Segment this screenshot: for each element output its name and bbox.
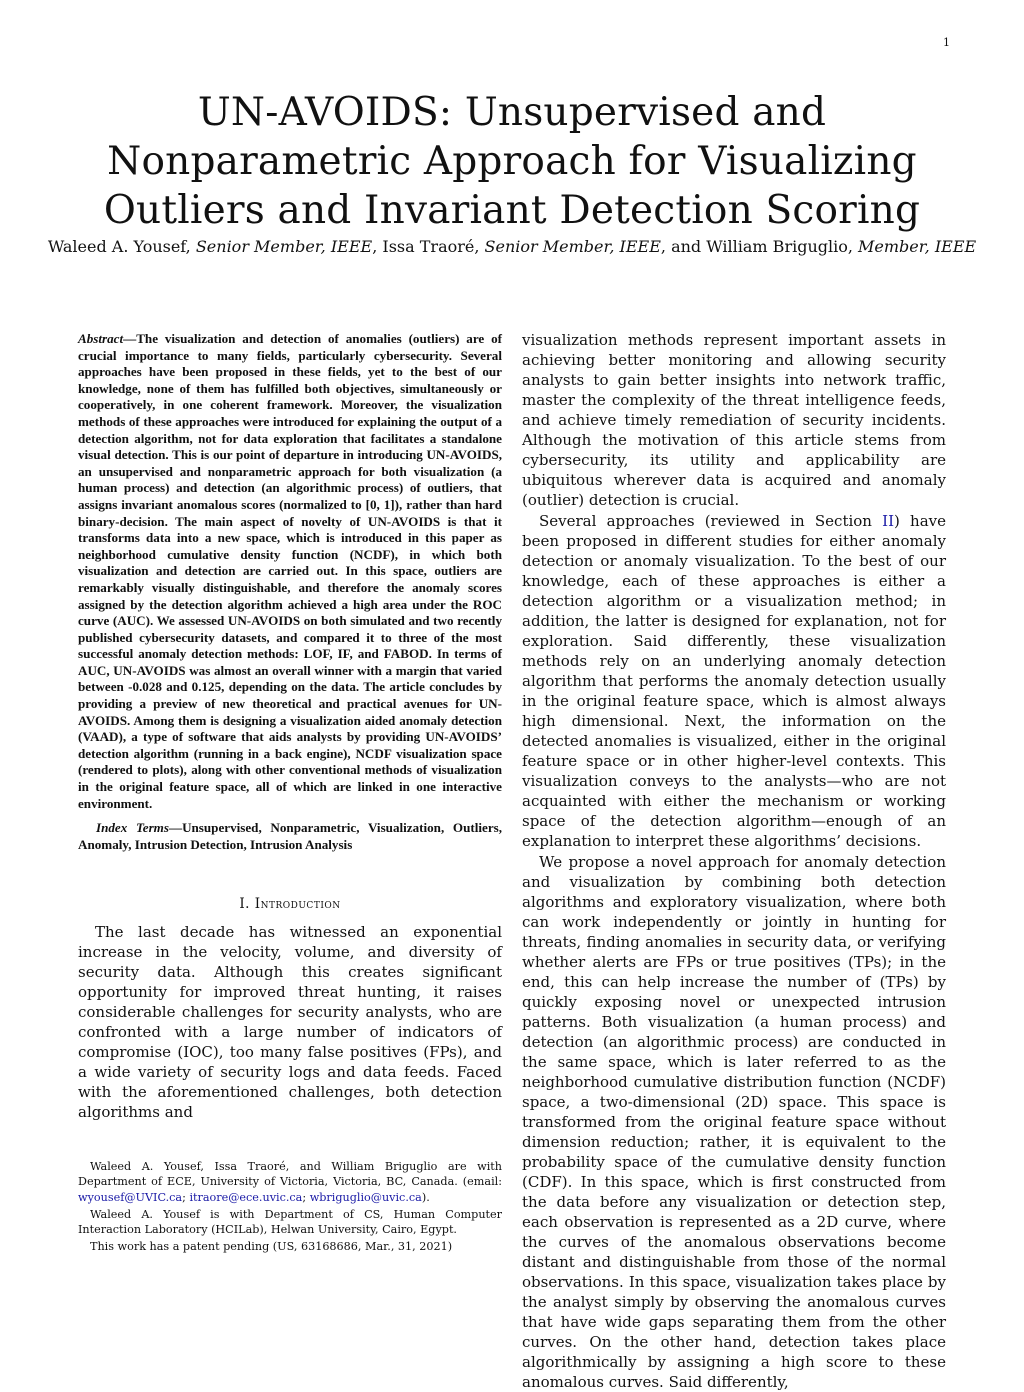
index-terms-label: Index Terms [96, 820, 169, 836]
abstract-label: Abstract [78, 331, 124, 346]
left-column [78, 331, 502, 1122]
intro-paragraph-1: The last decade has witnessed an exponential increase in the velocity, volume, and diversity of security data. Although this creates significant opportunity for improved threat hunting, it raises considerable challenges for security analysts, who are confronted with a large number of indicators of compromise (IOC), too many false positives (FPs), and a wide variety of security logs and data feeds. Faced with the aforementioned challenges, both detection algorithms and [78, 923, 502, 1122]
footnote-helwan: Waleed A. Yousef is with Department of CS, Human Computer Interaction Laboratory (HCILab), Helwan University, Cairo, Egypt. [78, 1207, 502, 1237]
p2-text-after: ) have been proposed in different studies for either anomaly detection or anomaly visualization. To the best of our knowledge, each of these approaches is either a detection algorithm or a visualization method; in addition, the latter is designed for explanation, not for exploration. Said differently, these visualization methods rely on an underlying anomaly detection algorithm that performs the anomaly detection usually in the original feature space, which is almost always high dimensional. Next, the information on the detected anomalies is visualized, either in the original feature space or in other higher-level contexts. This visualization conveys to the analysts—who are not acquainted with either the mechanism or working space of the detection algorithm—enough of an explanation to interpret these algorithms’ decisions. [522, 512, 947, 850]
section-title: Introduction [254, 896, 341, 913]
author-2-role: Senior Member, IEEE [484, 237, 661, 256]
section-numeral: I. [239, 896, 255, 913]
email-link-3[interactable]: wbriguglio@uvic.ca [309, 1190, 422, 1204]
abstract [78, 331, 502, 812]
right-paragraph-3: We propose a novel approach for anomaly detection and visualization by combining both detection algorithms and exploratory visualization, where both can work independently or jointly in hunting for threats, finding anomalies in security data, or verifying whether alerts are FPs or true positives (TPs); in the end, this can help increase the number of (TPs) by quickly exposing novel or unexpected intrusion patterns. Both visualization (a human process) and detection (an algorithmic process) are conducted in the same space, which is later referred to as the neighborhood cumulative distribution function (NCDF) space, a two-dimensional (2D) space. This space is transformed from the original feature space without dimension reduction; rather, it is equivalent to the probability space of the cumulative density function (CDF). In this space, which is first constructed from the data before any visualization or detection step, each observation is represented as a 2D curve, where the curves of the anomalous observations become distant and distinguishable from those of the normal observations. In this space, visualization takes place by the analyst simply by observing the anomalous curves that have wide gaps separating them from the other curves. On the other hand, detection takes place algorithmically by assigning a high score to these anomalous curves. Said differently, [522, 853, 946, 1391]
footnote-1-end: ). [421, 1190, 430, 1204]
section-heading-introduction [78, 896, 502, 912]
section-ref-link[interactable]: II [882, 512, 895, 530]
email-link-1[interactable]: wyousef@UVIC.ca [78, 1190, 183, 1204]
author-line [30, 236, 994, 258]
footnote-sep-2: ; [302, 1190, 310, 1204]
author-3-role: Member, IEEE [858, 237, 977, 256]
author-1-name: Waleed A. Yousef, [47, 237, 196, 256]
index-terms [78, 820, 502, 853]
email-link-2[interactable]: itraore@ece.uvic.ca [189, 1190, 303, 1204]
p2-text-before: Several approaches (reviewed in Section [539, 512, 883, 530]
footnote-affiliation [78, 1159, 502, 1205]
footnote-sep-1: ; [182, 1190, 190, 1204]
footnote-patent: This work has a patent pending (US, 63168686, Mar., 31, 2021) [90, 1240, 453, 1254]
author-2-name: , Issa Traoré, [372, 237, 485, 256]
footnote-1-text: Waleed A. Yousef, Issa Traoré, and William Briguglio are with Department of ECE, University of Victoria, Victoria, BC, Canada. (email: [78, 1160, 502, 1189]
abstract-text: —The visualization and detection of anomalies (outliers) are of crucial importance to many fields, particularly cybersecurity. Several approaches have been proposed in these fields, yet to the best of our knowledge, none of them has fulfilled both objectives, simultaneously or cooperatively, in one coherent framework. Moreover, the visualization methods of these approaches were introduced for explaining the output of a detection algorithm, not for data exploration that facilitates a standalone visual detection. This is our point of departure in introducing UN-AVOIDS, an unsupervised and nonparametric approach for both visualization (a human process) and detection (an algorithmic process) of outliers, that assigns invariant anomalous scores (normalized to [0, 1]), rather than hard binary-decision. The main aspect of novelty of UN-AVOIDS is that it transforms data into a new space, which is introduced in this paper as neighborhood cumulative density function (NCDF), in which both visualization and detection are carried out. In this space, outliers are remarkably visually distinguishable, and therefore the anomaly scores assigned by the detection algorithm achieved a high area under the ROC curve (AUC). We assessed UN-AVOIDS on both simulated and two recently published cybersecurity datasets, and compared it to three of the most successful anomaly detection methods: LOF, IF, and FABOD. In terms of AUC, UN-AVOIDS was almost an overall winner with a margin that varied between -0.028 and 0.125, depending on the data. The article concludes by providing a preview of new theoretical and practical avenues for UN-AVOIDS. Among them is designing a visualization aided anomaly detection (VAAD), a type of software that aids analysts by providing UN-AVOIDS’ detection algorithm (running in a back engine), NCDF visualization space (rendered to plots), along with other conventional methods of visualization in the original feature space, all of which are linked in one interactive environment. [78, 331, 502, 811]
right-column [522, 330, 946, 1392]
index-terms-text: —Unsupervised, Nonparametric, Visualization, Outliers, Anomaly, Intrusion Detection, Intrusion Analysis [78, 820, 503, 852]
page-number: 1 [943, 36, 950, 49]
right-paragraph-1: visualization methods represent important assets in achieving better monitoring and allowing security analysts to gain better insights into network traffic, master the complexity of the threat intelligence feeds, and achieve timely remediation of security incidents. Although the motivation of this article stems from cybersecurity, its utility and applicability are ubiquitous wherever data is acquired and anomaly (outlier) detection is crucial. [522, 331, 946, 509]
paper-title: UN-AVOIDS: Unsupervised and Nonparametric Approach for Visualizing Outliers and Invariant Detection Scoring [103, 90, 921, 233]
footnotes [78, 1159, 502, 1255]
author-1-role: Senior Member, IEEE [195, 237, 373, 256]
author-3-name: , and William Briguglio, [660, 237, 859, 256]
right-paragraph-2 [522, 511, 946, 851]
